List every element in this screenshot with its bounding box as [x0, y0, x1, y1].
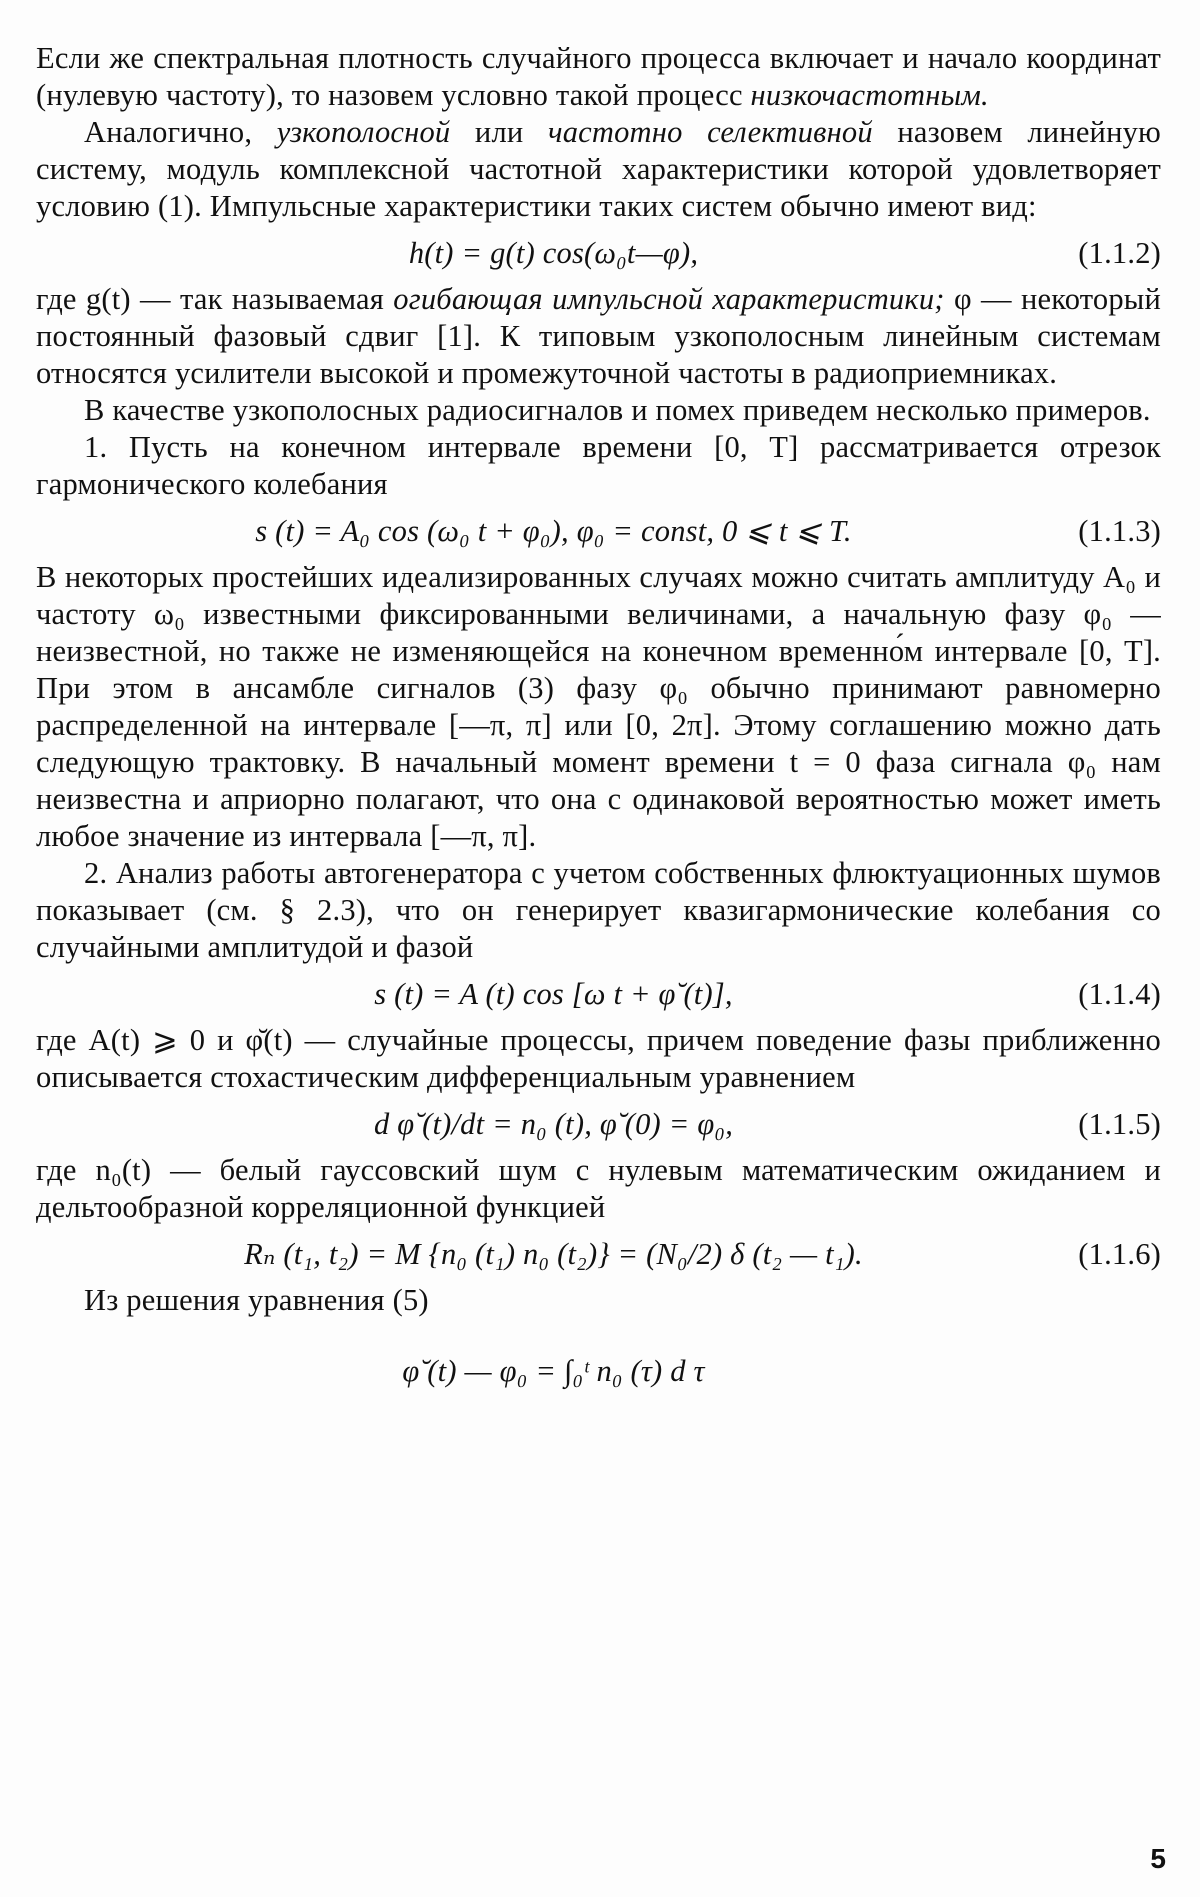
paragraph-8: где A(t) ⩾ 0 и φ̆(t) — случайные процессы, причем поведение фазы приближенно описывается стохастическим дифференциальным уравнением: [36, 1023, 1161, 1094]
page-text: [36, 40, 1161, 1423]
equation-1-1-6: [36, 1230, 1161, 1278]
equation-1-1-2: [36, 229, 1161, 277]
paragraph-10: Из решения уравнения (5): [84, 1283, 429, 1317]
paragraph-9: где n₀(t) — белый гауссовский шум с нулевым математическим ожиданием и дельтообразной корреляционной функцией: [36, 1153, 1161, 1224]
equation-number: (1.1.5): [1078, 1107, 1161, 1141]
paragraph-2: [36, 114, 1161, 225]
equation-formula: h(t) = g(t) cos(ω₀t—φ),: [408, 236, 699, 270]
paragraph-2-text-a: Аналогично,: [84, 115, 253, 149]
paragraph-3: [36, 281, 1161, 392]
paragraph-3-text-a: где g(t) — так называемая: [36, 282, 385, 316]
paragraph-6: В некоторых простейших идеализированных случаях можно считать амплитуду A₀ и частоту ω₀ известными фиксированными величинами, а начальную фазу φ₀ — неизвестной, но также не изменяющейся на конечном временно́м интервале [0, T]. При этом в ансамбле сигналов (3) фазу φ₀ обычно принимают равномерно распределенной на интервале [—π, π] или [0, 2π]. Этому соглашению можно дать следующую трактовку. В начальный момент времени t = 0 фаза сигнала φ₀ нам неизвестна и априорно полагают, что она с одинаковой вероятностью может иметь любое значение из интервала [—π, π].: [36, 560, 1161, 853]
paragraph-7: 2. Анализ работы автогенератора с учетом собственных флюктуационных шумов показывает (см. § 2.3), что он генерирует квазигармонические колебания со случайными амплитудой и фазой: [36, 856, 1161, 964]
paragraph-1: [36, 40, 1161, 114]
page-number: 5: [1150, 1843, 1166, 1874]
term-narrowband: узкополосной: [276, 115, 451, 149]
paragraph-1-text: Если же спектральная плотность случайного процесса включает и начало координат (нулевую частоту), то назовем условно такой процесс: [36, 41, 1161, 112]
equation-1-1-5: [36, 1100, 1161, 1148]
paragraph-3-text-b: φ — некоторый постоянный фазовый сдвиг [1]. К типовым узкополосным линейным системам относятся усилители высокой и промежуточной частоты в радиоприемниках.: [36, 282, 1161, 390]
equation-number: (1.1.3): [1078, 514, 1161, 548]
term-low-frequency: низкочастотным.: [750, 78, 989, 112]
equation-number: (1.1.6): [1078, 1237, 1161, 1271]
term-frequency-selective: частотно селективной: [547, 115, 873, 149]
equation-formula: d φ̆ (t)/dt = n₀ (t), φ̆ (0) = φ₀,: [373, 1107, 734, 1141]
term-envelope: огибающая импульсной характеристики;: [393, 282, 945, 316]
equation-formula: s (t) = A (t) cos [ω t + φ̆ (t)],: [374, 977, 733, 1011]
equation-number: (1.1.4): [1078, 977, 1161, 1011]
equation-formula: φ̆ (t) — φ₀ = ∫₀ᵗ n₀ (τ) d τ: [402, 1354, 705, 1388]
equation-number: (1.1.2): [1078, 236, 1161, 270]
equation-1-1-4: [36, 970, 1161, 1018]
equation-formula: Rₙ (t₁, t₂) = M {n₀ (t₁) n₀ (t₂)} = (N₀/2) δ (t₂ — t₁).: [244, 1237, 863, 1271]
paragraph-2-text-b: или: [474, 115, 524, 149]
equation-1-1-3: [36, 507, 1161, 555]
paragraph-4: В качестве узкополосных радиосигналов и помех приведем несколько примеров.: [84, 393, 1151, 427]
paragraph-5: 1. Пусть на конечном интервале времени [0, T] рассматривается отрезок гармонического колебания: [36, 430, 1161, 501]
equation-formula: s (t) = A₀ cos (ω₀ t + φ₀), φ₀ = const, 0 ⩽ t ⩽ T.: [255, 514, 852, 548]
paragraph-2-text-c: назовем линейную систему, модуль комплексной частотной характеристики которой удовлетворяет условию (1). Импульсные характеристики таких систем обычно имеют вид:: [36, 115, 1162, 223]
equation-integral: [36, 1323, 1161, 1419]
